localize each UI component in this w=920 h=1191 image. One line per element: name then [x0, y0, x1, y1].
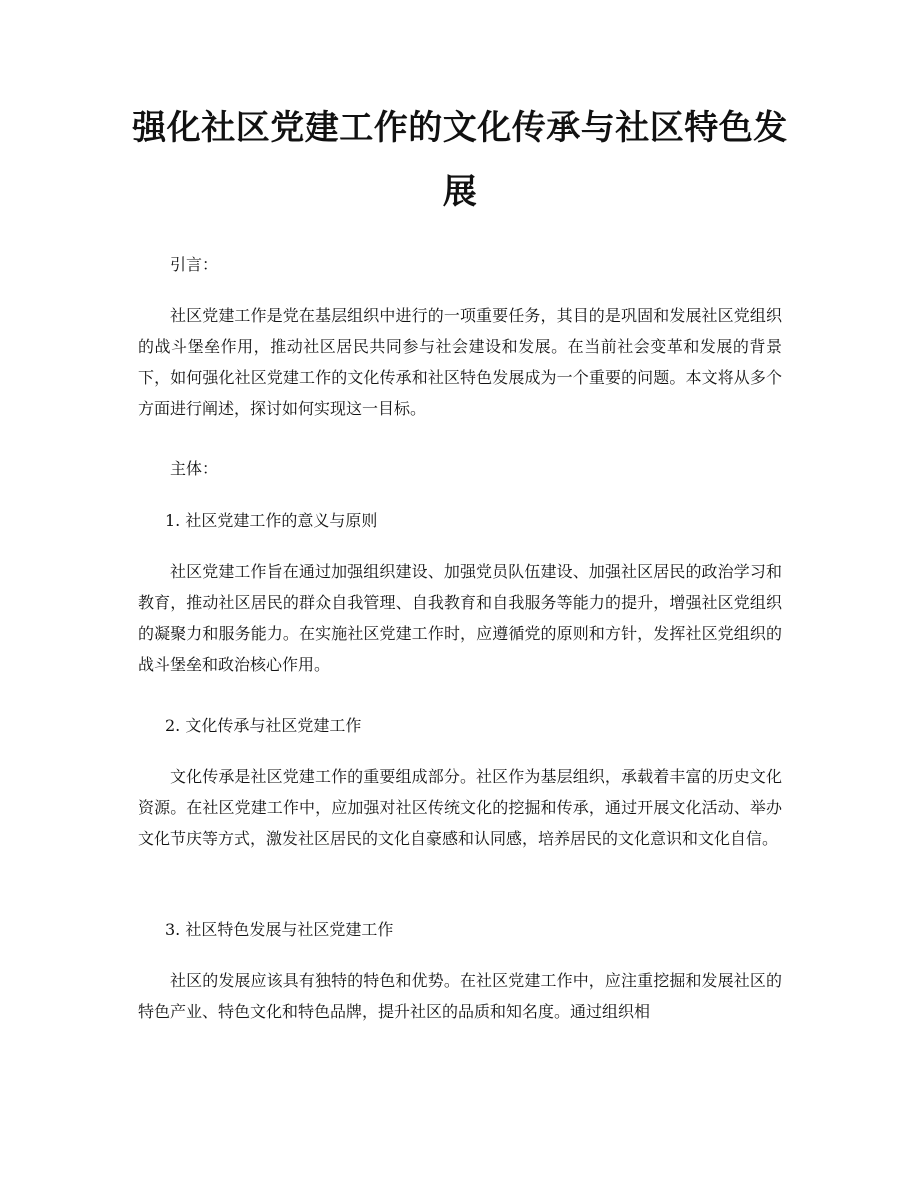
section-paragraph-1: 社区党建工作旨在通过加强组织建设、加强党员队伍建设、加强社区居民的政治学习和教育，推动社区居民的群众自我管理、自我教育和自我服务等能力的提升，增强社区党组织的凝聚力和服务能力。在实施社区党建工作时，应遵循党的原则和方针，发挥社区党组织的战斗堡垒和政治核心作用。: [138, 562, 782, 674]
section-heading-3: 3. 社区特色发展与社区党建工作: [165, 920, 394, 939]
intro-label: 引言：: [170, 255, 219, 274]
document-title: 强化社区党建工作的文化传承与社区特色发展: [132, 108, 788, 212]
intro-paragraph: 社区党建工作是党在基层组织中进行的一项重要任务，其目的是巩固和发展社区党组织的战斗堡垒作用，推动社区居民共同参与社会建设和发展。在当前社会变革和发展的背景下，如何强化社区党建工作的文化传承和社区特色发展成为一个重要的问题。本文将从多个方面进行阐述，探讨如何实现这一目标。: [138, 306, 782, 418]
section-paragraph-2: 文化传承是社区党建工作的重要组成部分。社区作为基层组织，承载着丰富的历史文化资源。在社区党建工作中，应加强对社区传统文化的挖掘和传承，通过开展文化活动、举办文化节庆等方式，激发社区居民的文化自豪感和认同感，培养居民的文化意识和文化自信。: [138, 767, 782, 848]
body-label: 主体：: [170, 459, 219, 478]
section-heading-1: 1. 社区党建工作的意义与原则: [165, 511, 378, 530]
section-paragraph-3: 社区的发展应该具有独特的特色和优势。在社区党建工作中，应注重挖掘和发展社区的特色产业、特色文化和特色品牌，提升社区的品质和知名度。通过组织相: [138, 971, 782, 1021]
section-heading-2: 2. 文化传承与社区党建工作: [165, 716, 362, 735]
